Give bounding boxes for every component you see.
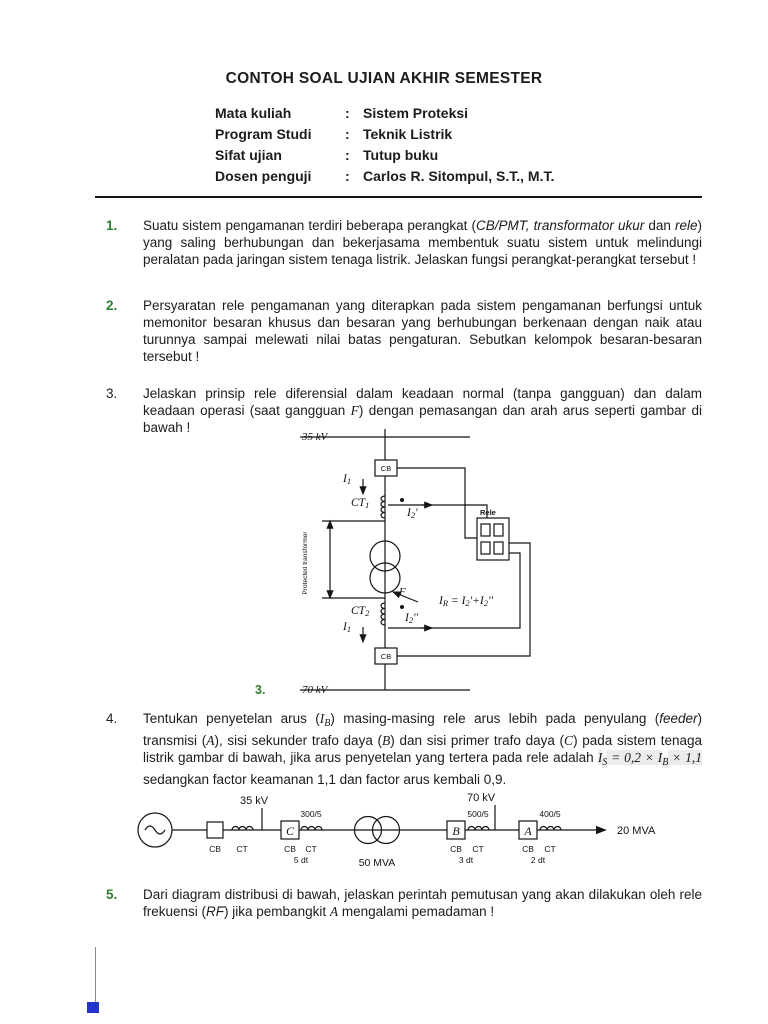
load-rating-label: 20 MVA bbox=[617, 825, 656, 837]
partial-figure-line bbox=[95, 947, 96, 1009]
header-value: Carlos R. Sitompul, S.T., M.T. bbox=[363, 168, 555, 184]
header-label: Sifat ujian bbox=[215, 147, 282, 163]
relay-point-a-letter: A bbox=[524, 824, 532, 838]
ct-ratio-b-label: 500/5 bbox=[467, 809, 489, 819]
ct-ratio-c-label: 300/5 bbox=[300, 809, 322, 819]
fault-label: F bbox=[399, 586, 406, 598]
time-setting-a-label: 2 dt bbox=[530, 855, 546, 865]
header-value: Tutup buku bbox=[363, 147, 439, 163]
question-3-number: 3. bbox=[106, 386, 118, 401]
generator-cb-box bbox=[207, 822, 223, 838]
exam-header-block bbox=[215, 103, 554, 187]
relay-point-c-letter: C bbox=[285, 824, 295, 838]
question-1-text: Suatu sistem pengamanan terdiri beberapa perangkat (CB/PMT, transformator ukur dan rele) yang saling berhubungan dan bekerjasama membentuk suatu sistem untuk melindungi peralatan pada jaringan sistem tenaga listrik. Jelaskan fungsi perangkat-perangkat tersebut ! bbox=[143, 218, 702, 267]
question-5-number: 5. bbox=[106, 887, 118, 902]
question-4-text: Tentukan penyetelan arus $(I_B)$ masing-masing rele arus lebih pada penyulang (feeder) transmisi (A), sisi sekunder trafo daya (B) dan sisi primer trafo daya (C) pada sistem tenaga listrik gambar di bawah, jika arus penyetelan yang tertera pada rele adalah $I_S = 0,2 \times I_B \times 1,1$ sedangkan factor keamanan 1,1 dan factor arus kembali 0,9. bbox=[143, 711, 702, 787]
header-label: Program Studi bbox=[215, 126, 312, 142]
header-label: Mata kuliah bbox=[215, 105, 292, 121]
header-row-course bbox=[215, 103, 554, 124]
bus-voltage-top-label: 35 kV bbox=[302, 431, 328, 443]
ct2-label: $CT_2$ bbox=[351, 605, 370, 618]
transformer-rating-label: 50 MVA bbox=[358, 857, 396, 869]
ct2-polarity-dot bbox=[400, 605, 404, 609]
question-5 bbox=[95, 886, 702, 920]
differential-relay-figure bbox=[235, 423, 545, 708]
header-colon: : bbox=[345, 147, 350, 163]
time-setting-b-label: 3 dt bbox=[458, 855, 474, 865]
header-divider-rule bbox=[95, 196, 702, 198]
question-3-text: Jelaskan prinsip rele diferensial dalam keadaan normal (tanpa gangguan) dan dalam keadaan operasi (saat gangguan F) dengan pemasangan dan arah arus seperti gambar di bawah ! bbox=[143, 386, 703, 435]
ct-ratio-a-label: 400/5 bbox=[539, 809, 561, 819]
current-i1-top-label: $I_1$ bbox=[343, 473, 352, 486]
time-setting-c-label: 5 dt bbox=[293, 855, 309, 865]
single-line-figure bbox=[95, 788, 685, 883]
header-label: Dosen penguji bbox=[215, 168, 312, 184]
cb-top-label: CB bbox=[380, 464, 392, 473]
cb-b-label: CB bbox=[450, 844, 462, 854]
generator-cb-label: CB bbox=[209, 844, 221, 854]
header-value: Sistem Proteksi bbox=[363, 105, 469, 121]
bus-70kv-label: 70 kV bbox=[467, 792, 496, 804]
header-colon: : bbox=[345, 126, 350, 142]
relay-label: Rele bbox=[480, 508, 496, 517]
current-i2-double-prime-label: $I_2''$ bbox=[405, 612, 419, 625]
trip-wire-top bbox=[397, 468, 477, 538]
ct1-label: $CT_1$ bbox=[351, 497, 370, 510]
header-row-program bbox=[215, 124, 554, 145]
generator-ct-label: CT bbox=[236, 844, 248, 854]
stray-question-number: 3. bbox=[255, 683, 266, 697]
header-value: Teknik Listrik bbox=[363, 126, 453, 142]
header-row-exam-type bbox=[215, 145, 554, 166]
single-line-diagram bbox=[95, 788, 685, 883]
question-2-number: 2. bbox=[106, 298, 118, 313]
question-2-text: Persyaratan rele pengamanan yang diterapkan pada sistem pengamanan berfungsi untuk memonitor besaran khusus dan besaran yang berhubungan berkenaan dengan naik atau turunnya sampai melewati nilai batas pengaturan. Sebutkan kelompok besaran-besaran tersebut ! bbox=[143, 298, 702, 364]
cb-c-label: CB bbox=[284, 844, 296, 854]
question-1-number: 1. bbox=[106, 218, 118, 233]
bus-35kv-label: 35 kV bbox=[240, 795, 269, 807]
current-i1-bottom-label: $I_1$ bbox=[343, 621, 352, 634]
question-1 bbox=[95, 217, 702, 268]
differential-relay-diagram bbox=[235, 423, 545, 708]
question-2 bbox=[95, 297, 702, 365]
relay-point-b-letter: B bbox=[452, 824, 460, 838]
ct1-polarity-dot bbox=[400, 498, 404, 502]
page-corner-mark bbox=[87, 1002, 99, 1013]
question-4-number: 4. bbox=[106, 711, 118, 726]
bus-voltage-bottom-label: 70 kV bbox=[302, 684, 328, 696]
page-title: CONTOH SOAL UJIAN AKHIR SEMESTER bbox=[225, 70, 543, 87]
cb-bottom-label: CB bbox=[380, 652, 392, 661]
header-row-examiner bbox=[215, 166, 554, 187]
header-colon: : bbox=[345, 168, 350, 184]
ct-b-label: CT bbox=[472, 844, 484, 854]
header-colon: : bbox=[345, 105, 350, 121]
question-4 bbox=[95, 710, 702, 788]
differential-current-formula: $I_R = I_2'+I_2''$ bbox=[439, 595, 493, 608]
cb-a-label: CB bbox=[522, 844, 534, 854]
ct-a-label: CT bbox=[544, 844, 556, 854]
ct1-secondary-wire bbox=[388, 505, 487, 518]
protected-transformer-label: Protected transformer bbox=[302, 531, 309, 595]
question-5-text: Dari diagram distribusi di bawah, jelaskan perintah pemutusan yang akan dilakukan oleh rele frekuensi (RF) jika pembangkit A mengalami pemadaman ! bbox=[143, 887, 702, 919]
ct-c-label: CT bbox=[305, 844, 317, 854]
current-i2-prime-label: $I_2'$ bbox=[407, 507, 418, 520]
